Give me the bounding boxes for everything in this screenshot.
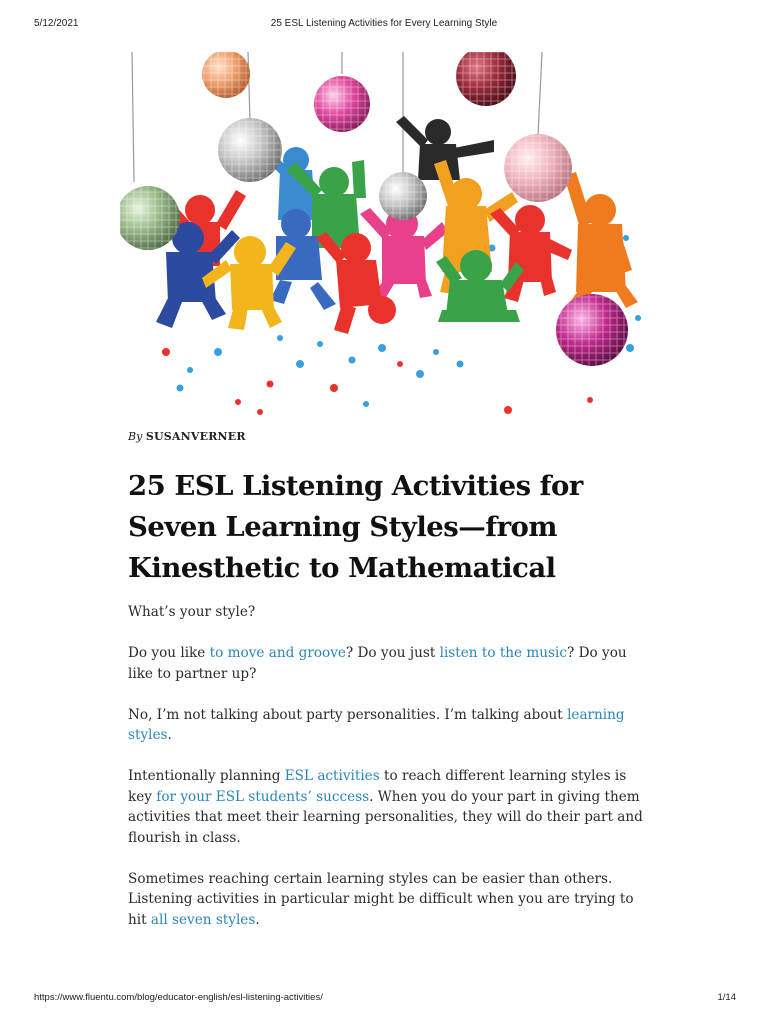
article-title: 25 ESL Listening Activities for Seven Learning Styles—from Kinesthetic to Mathematical xyxy=(128,470,583,584)
inline-link[interactable]: learning styles xyxy=(128,706,625,743)
paragraph-text: ? Do you like to partner up? xyxy=(128,645,627,682)
inline-link[interactable]: ESL activities xyxy=(284,768,380,784)
paragraph-text: to reach different learning styles is key xyxy=(128,768,627,805)
inline-link[interactable]: all seven styles xyxy=(150,911,256,928)
article-paragraph xyxy=(128,705,643,746)
paragraph-text: . xyxy=(255,911,260,928)
print-document-title: 25 ESL Listening Activities for Every Learning Style xyxy=(270,18,498,29)
inline-link[interactable]: listen to the music xyxy=(439,645,567,661)
article-paragraph xyxy=(128,602,643,623)
article-body xyxy=(128,602,643,951)
print-header xyxy=(0,18,768,32)
page-number: 1/14 xyxy=(717,992,736,1003)
print-footer xyxy=(0,992,768,1006)
page-url: https://www.fluentu.com/blog/educator-english/esl-listening-activities/ xyxy=(34,992,323,1003)
figure-orange-right xyxy=(564,172,638,314)
clay-figures-illustration xyxy=(120,52,648,418)
paragraph-text: Sometimes reaching certain learning styles can be easier than others. Listening activities in particular might be difficult when you are trying to hit xyxy=(128,870,634,928)
paragraph-text: Intentionally planning xyxy=(128,768,285,784)
byline xyxy=(128,430,246,443)
paragraph-text: What’s your style? xyxy=(128,604,256,620)
paragraph-text: ? Do you just xyxy=(345,645,440,661)
article-paragraph xyxy=(128,643,643,684)
hero-image xyxy=(120,52,648,418)
inline-link[interactable]: for your ESL students’ success xyxy=(156,788,370,805)
article-paragraph xyxy=(128,766,643,848)
paragraph-text: Do you like xyxy=(128,645,210,661)
print-date: 5/12/2021 xyxy=(34,18,79,29)
paragraph-text: . xyxy=(167,727,172,743)
author-name[interactable]: SUSANVERNER xyxy=(145,430,246,443)
byline-by: By xyxy=(128,430,143,443)
paragraph-text: . When you do your part in giving them activities that meet their learning personalities, they will do their part and flourish in class. xyxy=(128,788,643,846)
paragraph-text: No, I’m not talking about party personalities. I’m talking about xyxy=(128,706,568,723)
article-paragraph xyxy=(128,869,643,931)
inline-link[interactable]: to move and groove xyxy=(209,645,346,661)
